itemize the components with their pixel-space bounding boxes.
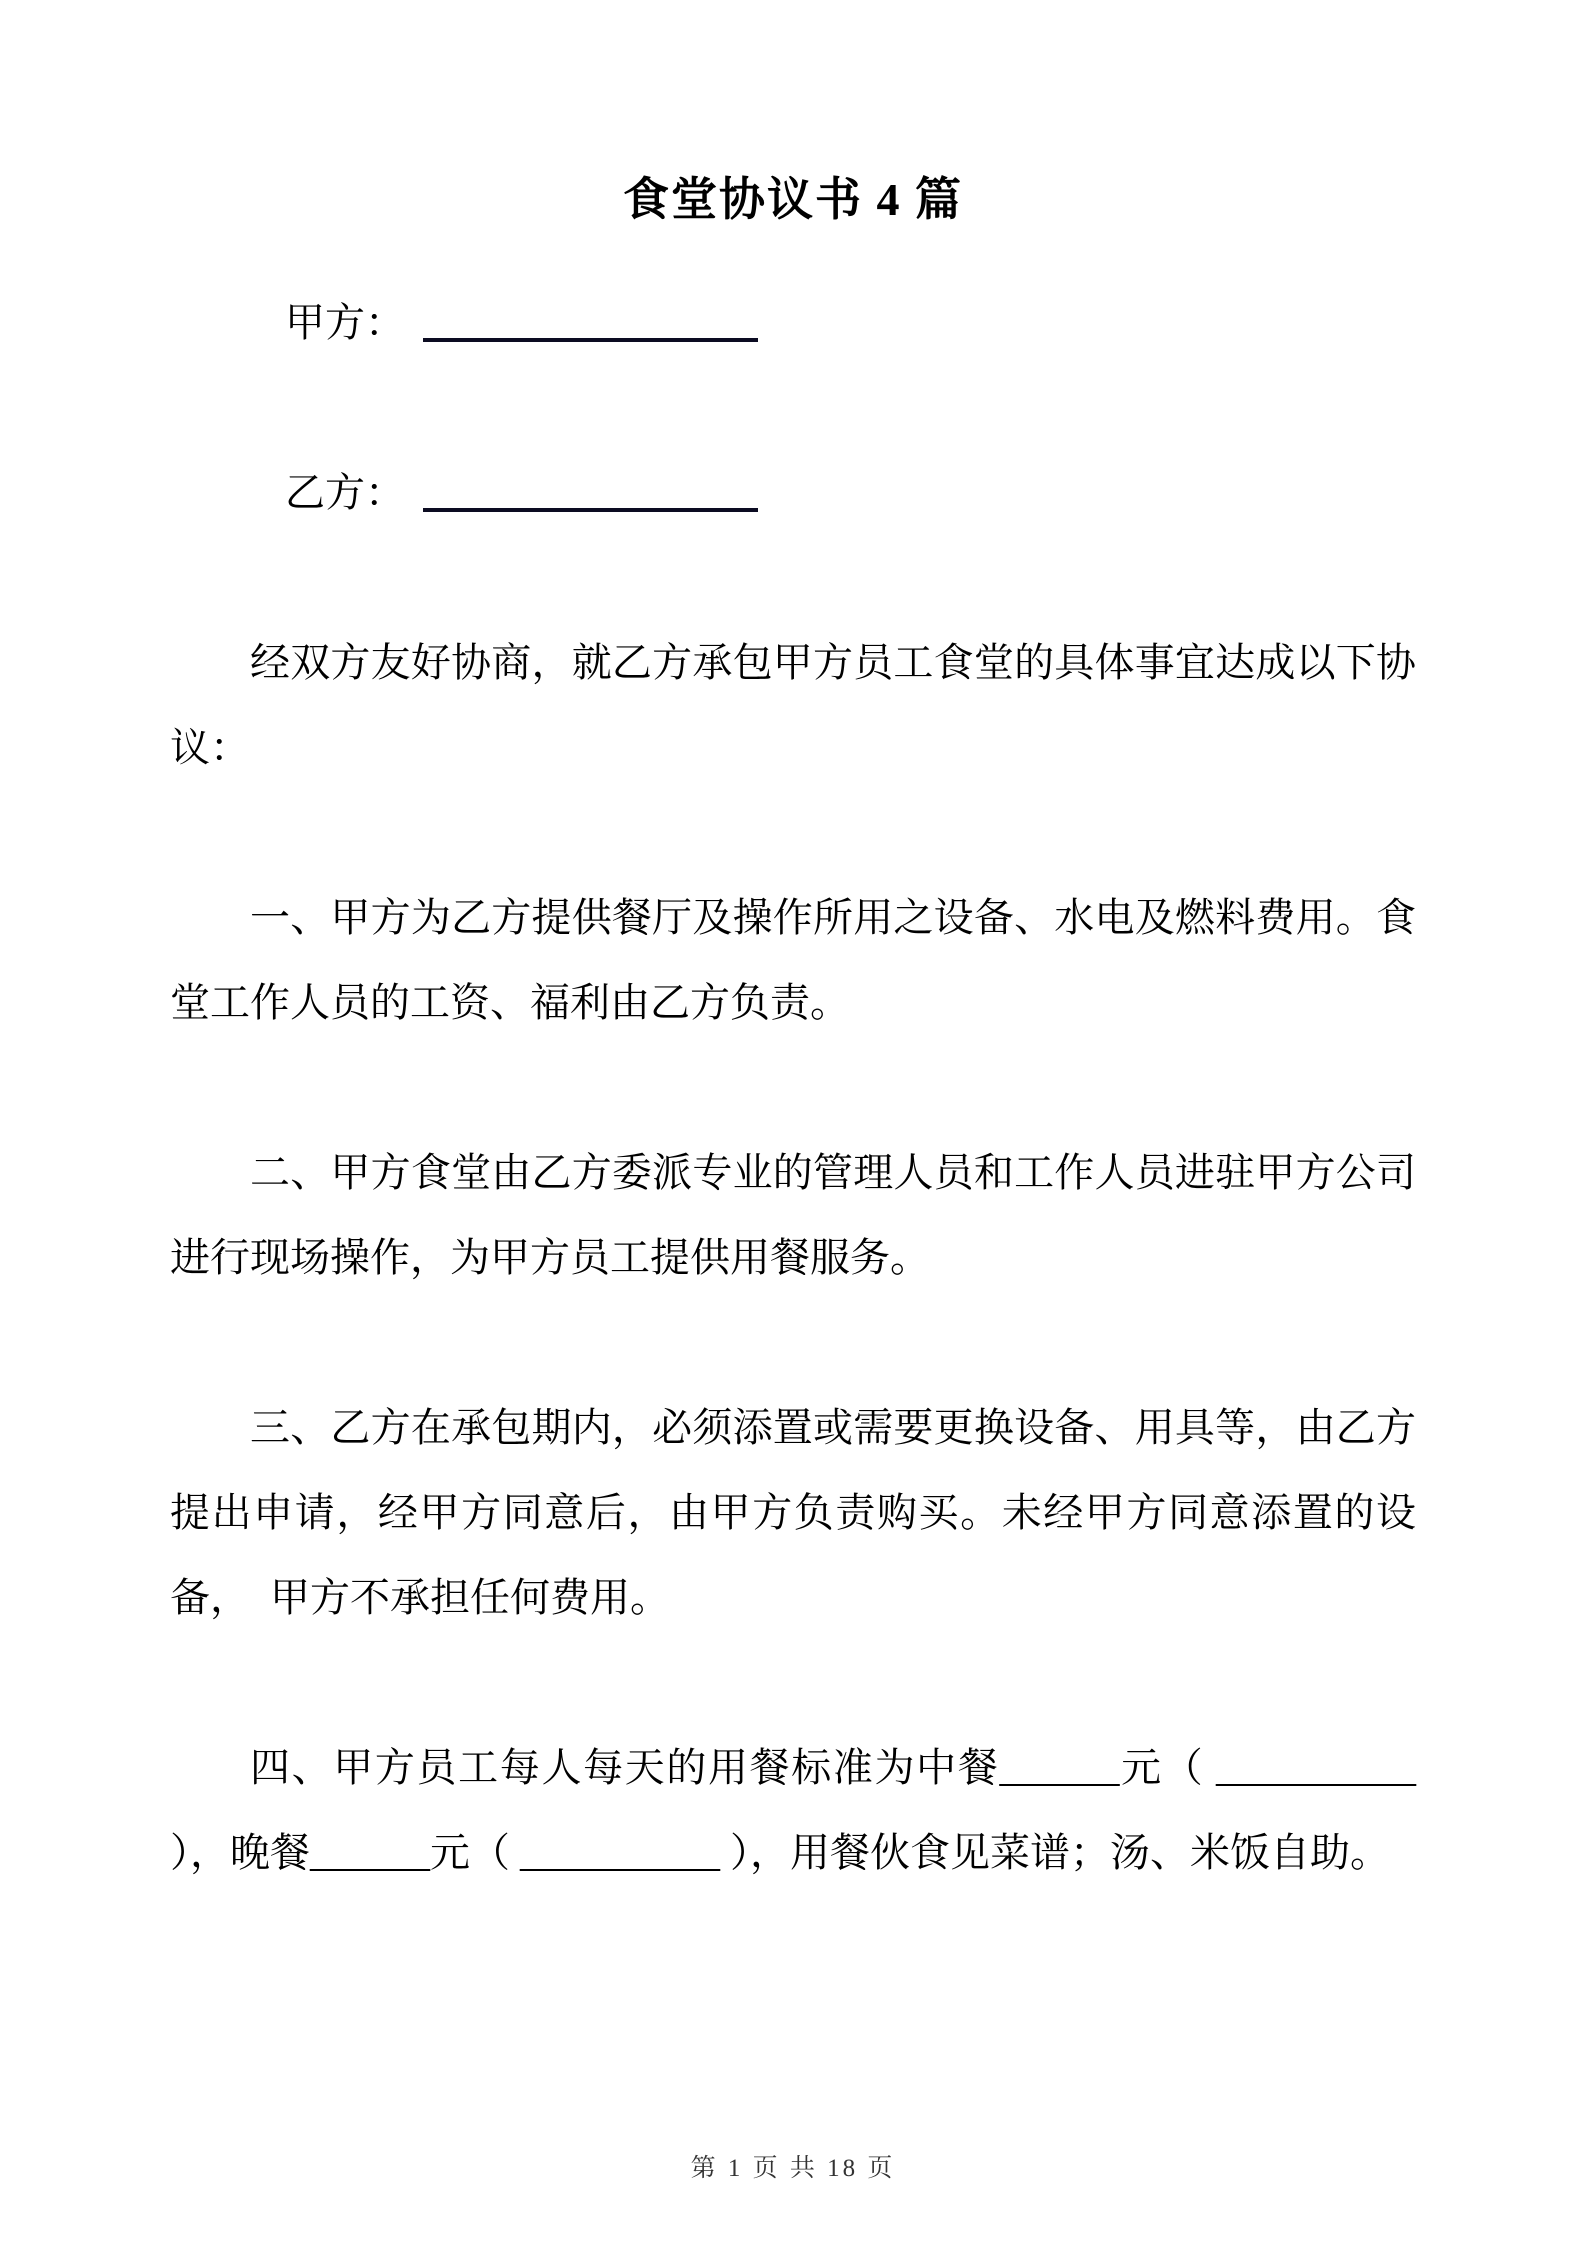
- party-a-row: [170, 280, 1416, 365]
- page-number-footer: 第 1 页 共 18 页: [690, 2155, 896, 2182]
- intro-paragraph: 经双方友好协商，就乙方承包甲方员工食堂的具体事宜达成以下协议：: [170, 640, 1416, 770]
- document-content: [0, 165, 1586, 1895]
- party-b-label: 乙方：: [285, 470, 405, 515]
- party-b-row: [170, 450, 1416, 535]
- party-b-blank-field: [423, 474, 758, 512]
- party-a-label: 甲方：: [285, 300, 405, 345]
- party-a-blank-field: [423, 304, 758, 342]
- clause-3-paragraph: 三、乙方在承包期内，必须添置或需要更换设备、用具等，由乙方提出申请，经甲方同意后，由甲方负责购买。未经甲方同意添置的设备， 甲方不承担任何费用。: [170, 1405, 1416, 1620]
- clause-1-paragraph: 一、甲方为乙方提供餐厅及操作所用之设备、水电及燃料费用。食堂工作人员的工资、福利由乙方负责。: [170, 895, 1416, 1025]
- clause-4-paragraph: 四、甲方员工每人每天的用餐标准为中餐______元（ __________ ），晚餐______元（ __________ ），用餐伙食见菜谱；汤、米饭自助。: [170, 1745, 1416, 1875]
- document-title: 食堂协议书 4 篇: [623, 174, 963, 225]
- clause-2-paragraph: 二、甲方食堂由乙方委派专业的管理人员和工作人员进驻甲方公司进行现场操作，为甲方员工提供用餐服务。: [170, 1150, 1416, 1280]
